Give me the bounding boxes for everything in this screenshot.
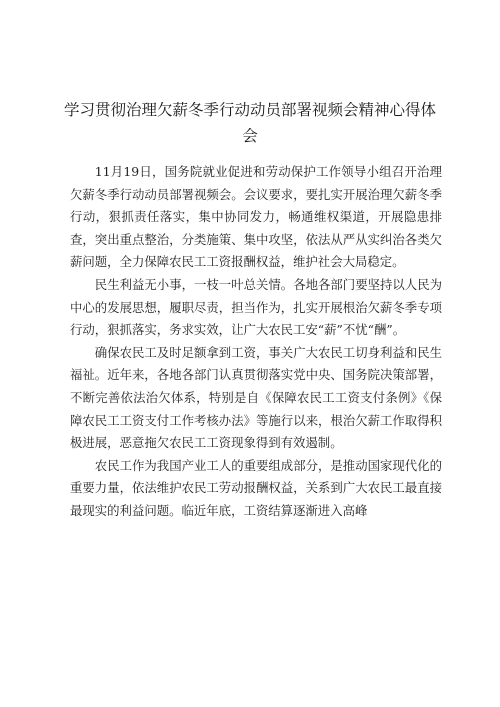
paragraph: 确保农民工及时足额拿到工资，事关广大农民工切身利益和民生福祉。近年来，各地各部门认真贯彻落实党中央、国务院决策部署，不断完善依法治欠体系，特别是自《保障农民工工资支付条例》《保障农民工工资支付工作考核办法》等施行以来，根治欠薪工作取得积极进展，恶意拖欠农民工工资现象得到有效遏制。 — [70, 344, 442, 451]
paragraph: 民生利益无小事，一枝一叶总关情。各地各部门要坚持以人民为中心的发展思想，履职尽责，担当作为，扎实开展根治欠薪冬季专项行动，狠抓落实，务求实效，让广大农民工安“薪”不忧“酬”。 — [70, 276, 442, 338]
paragraph: 农民工作为我国产业工人的重要组成部分，是推动国家现代化的重要力量，依法维护农民工劳动报酬权益，关系到广大农民工最直接最现实的利益问题。临近年底，工资结算逐渐进入高峰 — [70, 457, 442, 518]
paragraph: 11月19日，国务院就业促进和劳动保护工作领导小组召开治理欠薪冬季行动动员部署视频会。会议要求，要扎实开展治理欠薪冬季行动，狠抓责任落实，集中协同发力，畅通维权渠道，开展隐患排查，突出重点整治，分类施策、集中攻坚，依法从严从实纠治各类欠薪问题，全力保障农民工工资报酬权益，维护社会大局稳定。 — [70, 164, 442, 270]
document-body — [70, 161, 442, 523]
document-title: 学习贯彻治理欠薪冬季行动动员部署视频会精神心得体会 — [63, 101, 436, 145]
